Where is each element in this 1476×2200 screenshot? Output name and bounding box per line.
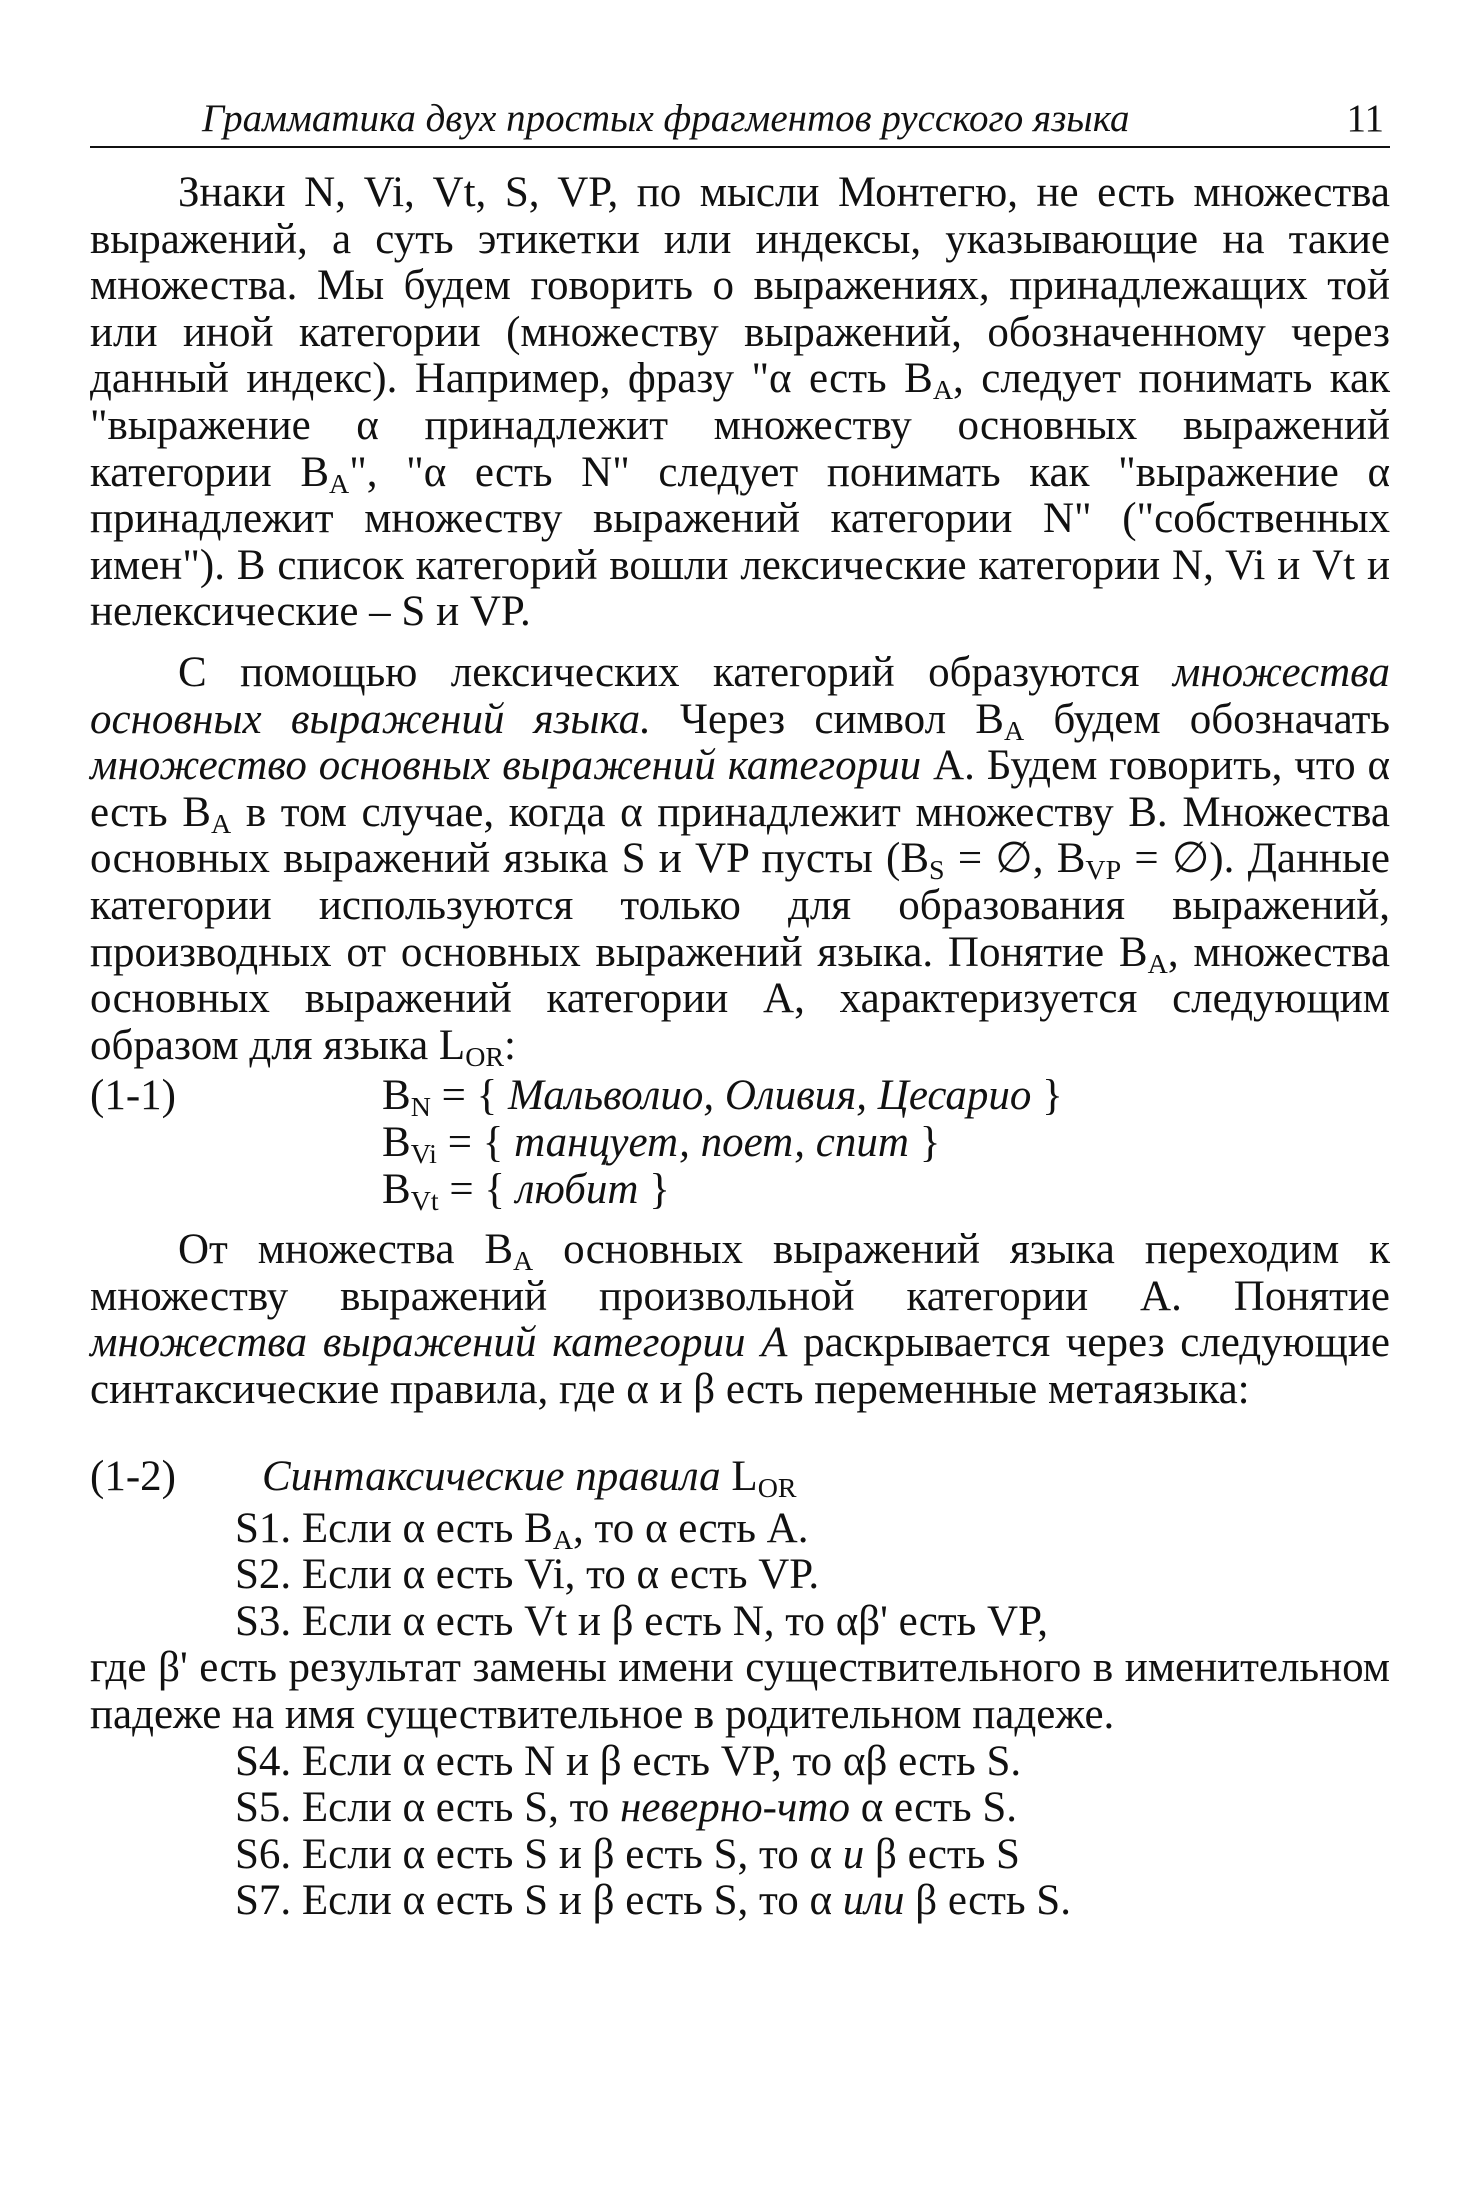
paragraph-1: Знаки N, Vi, Vt, S, VP, по мысли Монтегю, не есть множества выражений, а суть этикетки или индексы, указывающие на такие множества. Мы будем говорить о выражениях, принадлежащих той или иной категории (множеству выражений, обозначенному через данный индекс). Например, фразу "α есть $B_A$, следует понимать как "выражение α принадлежит множеству основных выражений категории $B_A$", "α есть N" следует понимать как "выражение α принадлежит множеству выражений категории N" ("собственных имен"). В список категорий вошли лексические категории N, Vi и Vt и нелексические – S и VP. <box>90 169 1391 636</box>
example-label: (1-1) <box>90 1072 176 1120</box>
example-1-1 <box>90 1072 1390 1218</box>
page-number: 11 <box>1346 97 1384 140</box>
book-page <box>90 0 1390 2200</box>
page-header <box>90 96 1390 148</box>
rule-s4: S4. Если α есть N и β есть VP, то αβ есть S. <box>235 1737 1022 1785</box>
example-row-bvt: $B_{Vt}$ = { любит } <box>382 1166 670 1218</box>
rule-s1: S1. Если α есть $B_A$, то α есть A. <box>235 1504 809 1556</box>
rule-s2: S2. Если α есть Vi, то α есть VP. <box>235 1551 820 1599</box>
rule-s5: S5. Если α есть S, то неверно-что α есть S. <box>235 1784 1018 1832</box>
rule-s7: S7. Если α есть S и β есть S, то α или β есть S. <box>235 1877 1071 1925</box>
page-body <box>90 170 1390 1925</box>
rule-s3-note: где β' есть результат замены имени существительного в именительном падеже на имя существительное в родительном падеже. <box>90 1644 1390 1739</box>
example-row-bn: $B_N$ = { Мальволио, Оливия, Цесарио } <box>382 1072 1063 1124</box>
paragraph-2: С помощью лексических категорий образуются множества основных выражений языка. Через символ $B_A$ будем обозначать множество основных выражений категории A. Будем говорить, что α есть $B_A$ в том случае, когда α принадлежит множеству B. Множества основных выражений языка S и VP пусты ($B_S$ = ∅, $B_{VP}$ = ∅). Данные категории используются только для образования выражений, производных от основных выражений языка. Понятие $B_A$, множества основных выражений категории A, характеризуется следующим образом для языка $L_{OR}$: <box>90 648 1391 1073</box>
running-title: Грамматика двух простых фрагментов русского языка <box>202 97 1130 140</box>
paragraph-3: От множества $B_A$ основных выражений языка переходим к множеству выражений произвольной категории A. Понятие множества выражений категории A раскрывается через следующие синтаксические правила, где α и β есть переменные метаязыка: <box>90 1226 1390 1414</box>
rules-title: Синтаксические правила $L_{OR}$ <box>262 1452 797 1504</box>
example-row-bvi: $B_{Vi}$ = { танцует, поет, спит } <box>382 1119 941 1171</box>
rules-label: (1-2) <box>90 1452 176 1500</box>
rules-heading <box>90 1454 1390 1506</box>
rule-s3: S3. Если α есть Vt и β есть N, то αβ' есть VP, <box>235 1597 1048 1645</box>
rule-s6: S6. Если α есть S и β есть S, то α и β есть S <box>235 1830 1020 1878</box>
